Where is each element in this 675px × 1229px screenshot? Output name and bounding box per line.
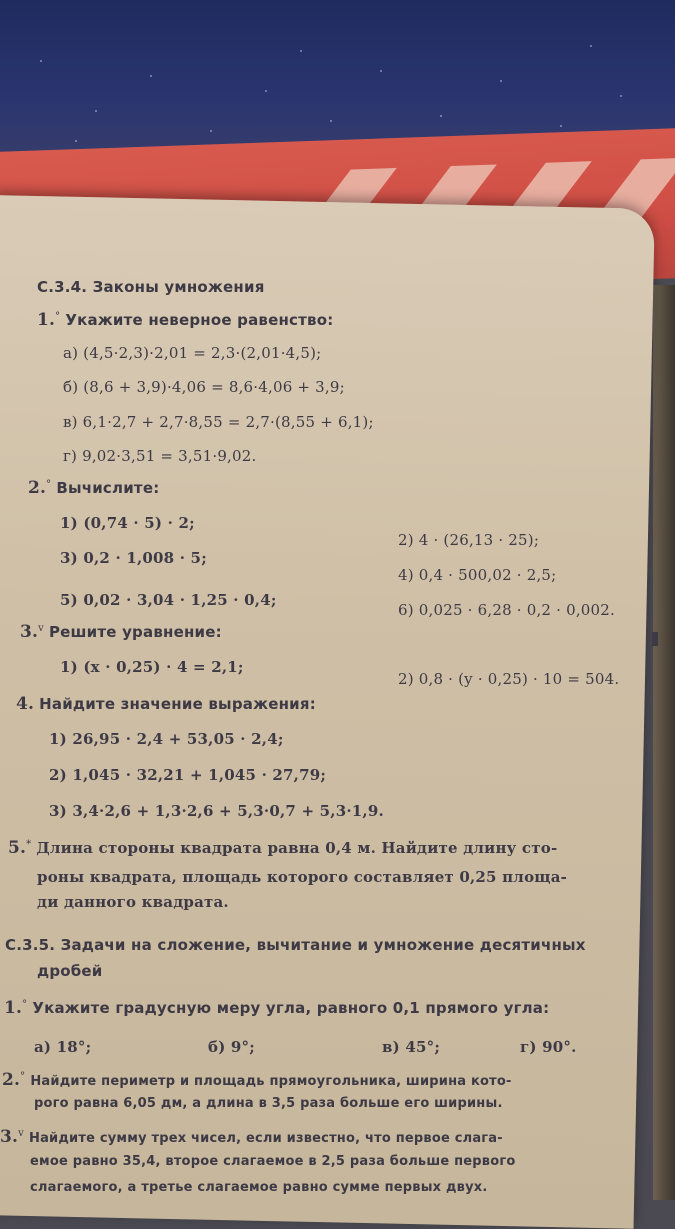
- s35-q3-line-3: слагаемого, а третье слагаемое равно сумме первых двух.: [30, 1180, 488, 1195]
- s35-question-2: 2.° Найдите периметр и площадь прямоугольника, ширина кото-: [2, 1070, 512, 1090]
- s35-option-a: а) 18°;: [34, 1038, 92, 1056]
- q4-item-3: 3) 3,4·2,6 + 1,3·2,6 + 5,3·0,7 + 5,3·1,9.: [49, 802, 384, 820]
- section-title-2-line-2: дробей: [37, 962, 103, 980]
- option-b: б) (8,6 + 3,9)·4,06 = 8,6·4,06 + 3,9;: [63, 378, 345, 396]
- question-1: 1.° Укажите неверное равенство:: [37, 310, 334, 330]
- section-title-2: С.3.5. Задачи на сложение, вычитание и умножение десятичных: [5, 936, 586, 954]
- q2-item-3: 3) 0,2 · 1,008 · 5;: [60, 549, 207, 567]
- option-c: в) 6,1·2,7 + 2,7·8,55 = 2,7·(8,55 + 6,1);: [63, 413, 374, 431]
- q5-line-2: роны квадрата, площадь которого составляет 0,25 площа-: [37, 868, 568, 886]
- s35-question-1: 1.° Укажите градусную меру угла, равного 0,1 прямого угла:: [4, 998, 550, 1018]
- question-2: 2.° Вычислите:: [28, 478, 160, 498]
- q3-item-2: 2) 0,8 · (y · 0,25) · 10 = 504.: [398, 670, 620, 688]
- section-title: С.3.4. Законы умножения: [37, 278, 265, 296]
- question-3: 3.$^v$ Решите уравнение:: [20, 622, 222, 642]
- q4-item-2: 2) 1,045 · 32,21 + 1,045 · 27,79;: [49, 766, 327, 784]
- q4-item-1: 1) 26,95 · 2,4 + 53,05 · 2,4;: [49, 730, 284, 748]
- question-5: 5.* Длина стороны квадрата равна 0,4 м. Найдите длину сто-: [8, 838, 558, 858]
- q2-item-5: 5) 0,02 · 3,04 · 1,25 · 0,4;: [60, 591, 277, 609]
- s35-q3-line-2: емое равно 35,4, второе слагаемое в 2,5 раза больше первого: [30, 1154, 516, 1169]
- option-d: г) 9,02·3,51 = 3,51·9,02.: [63, 447, 257, 465]
- s35-q2-line-2: рого равна 6,05 дм, а длина в 3,5 раза больше его ширины.: [34, 1096, 503, 1111]
- q2-item-1: 1) (0,74 · 5) · 2;: [60, 514, 195, 532]
- s35-option-c: в) 45°;: [382, 1038, 441, 1056]
- page-edge-mark: [652, 632, 658, 646]
- q2-item-2: 2) 4 · (26,13 · 25);: [398, 531, 540, 549]
- q3-item-1: 1) (x · 0,25) · 4 = 2,1;: [60, 658, 244, 676]
- q2-item-4: 4) 0,4 · 500,02 · 2,5;: [398, 566, 557, 584]
- q5-line-3: ди данного квадрата.: [37, 893, 229, 911]
- option-a: а) (4,5·2,3)·2,01 = 2,3·(2,01·4,5);: [63, 344, 322, 362]
- question-4: 4. Найдите значение выражения:: [16, 694, 316, 714]
- s35-question-3: 3.$^v$ Найдите сумму трех чисел, если известно, что первое слага-: [0, 1127, 503, 1147]
- q2-item-6: 6) 0,025 · 6,28 · 0,2 · 0,002.: [398, 601, 615, 619]
- s35-option-b: б) 9°;: [208, 1038, 255, 1056]
- s35-option-d: г) 90°.: [520, 1038, 577, 1056]
